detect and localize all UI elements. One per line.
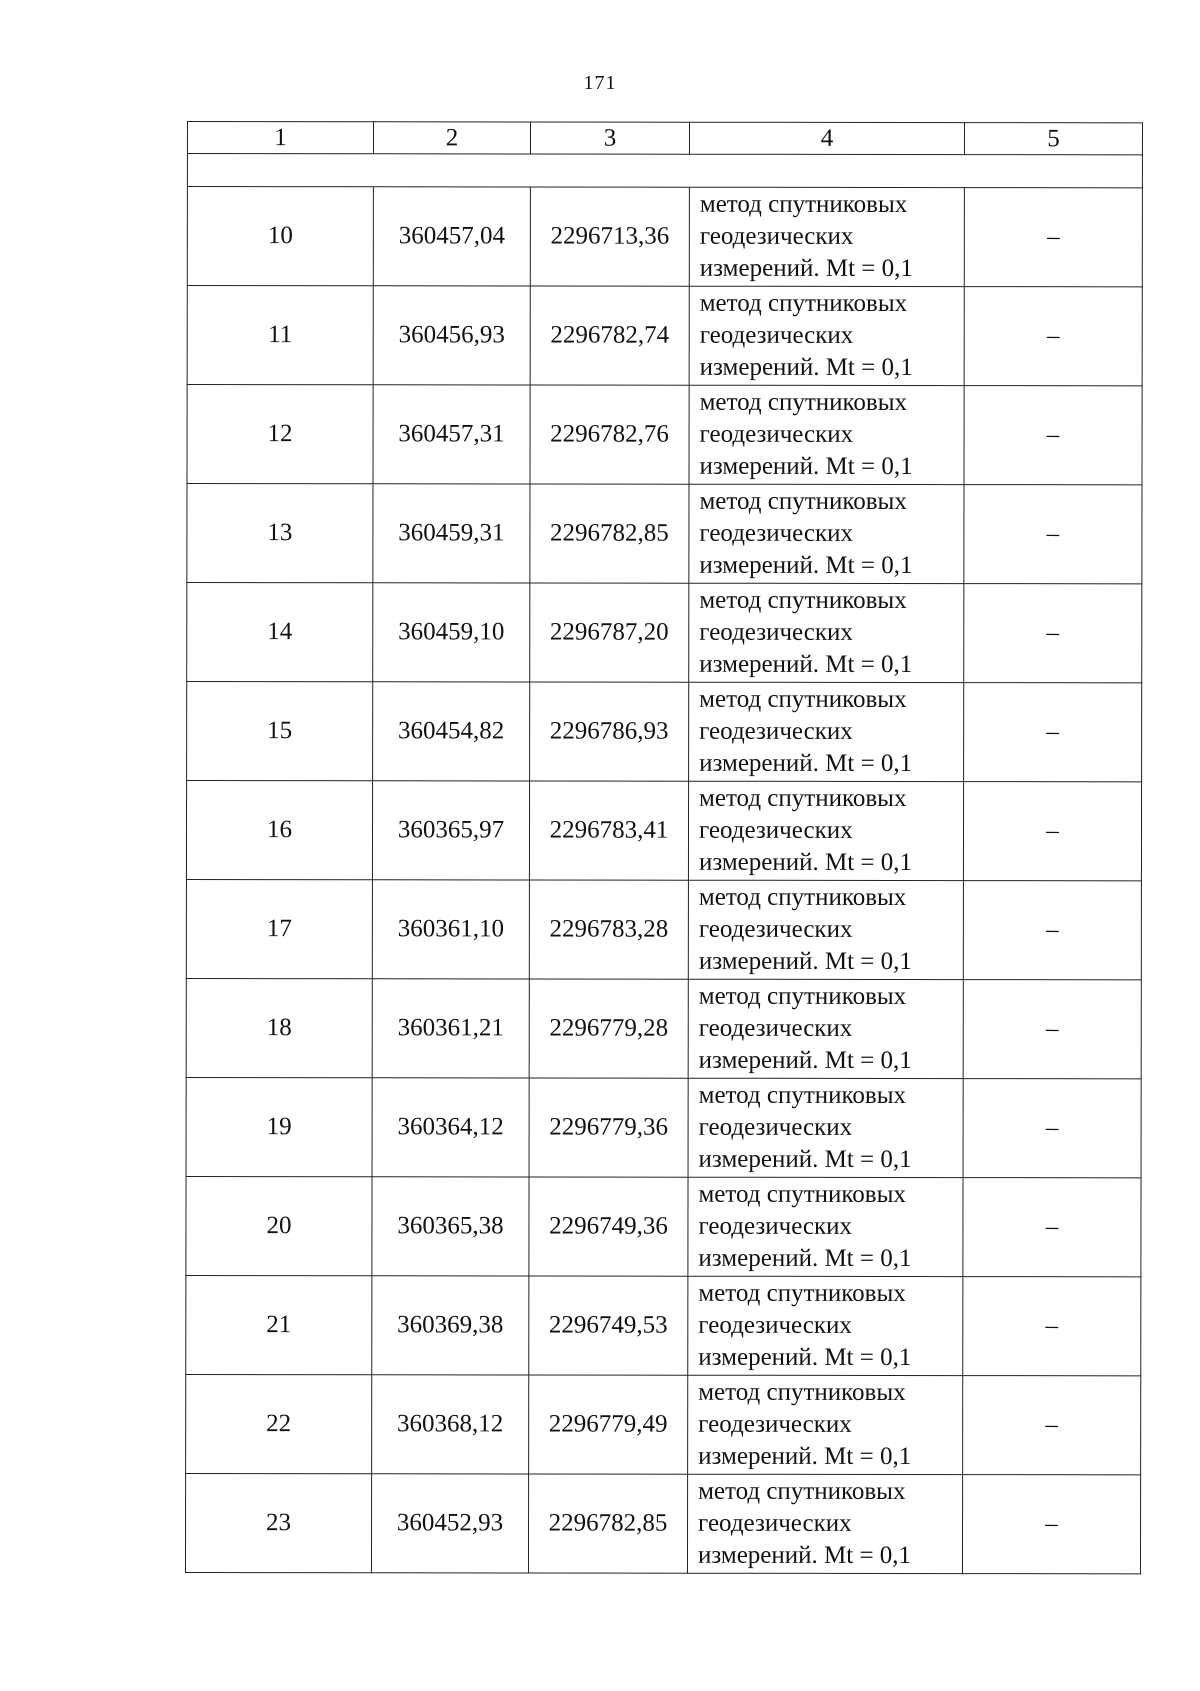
header-row [187, 122, 1142, 155]
coordinate-y-cell: 2296782,85 [530, 484, 689, 583]
coordinate-y-cell: 2296782,76 [530, 385, 689, 484]
extra-cell: – [963, 881, 1141, 980]
extra-cell: – [964, 188, 1142, 287]
extra-cell: – [962, 1475, 1140, 1574]
point-number-cell: 18 [186, 978, 372, 1077]
method-cell: метод спутниковых геодезических измерений. Mt = 0,1 [688, 979, 963, 1078]
point-number-cell: 19 [186, 1077, 372, 1176]
empty-row [187, 154, 1142, 188]
point-number-cell: 17 [186, 879, 372, 978]
method-cell: метод спутниковых геодезических измерений. Mt = 0,1 [689, 187, 964, 286]
coordinate-x-cell: 360454,82 [373, 682, 530, 781]
table-row [186, 1374, 1141, 1474]
coordinate-y-cell: 2296782,85 [528, 1474, 687, 1573]
coordinate-y-cell: 2296783,28 [529, 880, 688, 979]
method-cell: метод спутниковых геодезических измерений. Mt = 0,1 [688, 1276, 963, 1375]
point-number-cell: 11 [187, 286, 373, 385]
method-cell: метод спутниковых геодезических измерений. Mt = 0,1 [689, 484, 964, 583]
table-row [185, 1473, 1140, 1573]
table-row [187, 682, 1142, 782]
extra-cell: – [964, 485, 1142, 584]
table-row [186, 1077, 1141, 1177]
extra-cell: – [963, 1277, 1141, 1376]
method-cell: метод спутниковых геодезических измерений. Mt = 0,1 [688, 781, 963, 880]
table-row [187, 187, 1142, 287]
point-number-cell: 10 [187, 187, 373, 286]
coordinate-x-cell: 360456,93 [373, 286, 530, 385]
point-number-cell: 12 [187, 385, 373, 484]
method-cell: метод спутниковых геодезических измерений. Mt = 0,1 [688, 1375, 963, 1474]
coordinate-x-cell: 360369,38 [372, 1276, 529, 1375]
extra-cell: – [963, 980, 1141, 1079]
extra-cell: – [963, 1178, 1141, 1277]
coordinate-x-cell: 360368,12 [372, 1375, 529, 1474]
point-number-cell: 23 [185, 1473, 371, 1572]
point-number-cell: 15 [187, 682, 373, 781]
extra-cell: – [963, 782, 1141, 881]
column-header: 5 [964, 123, 1142, 155]
coordinate-x-cell: 360452,93 [371, 1474, 528, 1573]
coordinate-x-cell: 360457,04 [373, 187, 530, 286]
table-row [187, 484, 1142, 584]
coordinate-y-cell: 2296713,36 [530, 187, 689, 286]
coordinates-table [185, 121, 1143, 1574]
method-cell: метод спутниковых геодезических измерений. Mt = 0,1 [688, 1177, 963, 1276]
table-row [186, 978, 1141, 1078]
table-row [186, 879, 1141, 979]
point-number-cell: 14 [187, 583, 373, 682]
point-number-cell: 21 [186, 1275, 372, 1374]
coordinate-y-cell: 2296783,41 [529, 781, 688, 880]
point-number-cell: 16 [186, 781, 372, 880]
column-header: 3 [530, 122, 689, 154]
page-number: 171 [583, 72, 617, 94]
coordinate-x-cell: 360364,12 [372, 1078, 529, 1177]
point-number-cell: 22 [186, 1374, 372, 1473]
coordinate-y-cell: 2296749,36 [529, 1177, 688, 1276]
coordinate-y-cell: 2296779,28 [529, 979, 688, 1078]
extra-cell: – [964, 683, 1142, 782]
coordinate-y-cell: 2296782,74 [530, 286, 689, 385]
coordinate-x-cell: 360361,10 [372, 880, 529, 979]
coordinate-x-cell: 360459,10 [373, 583, 530, 682]
table-row [187, 583, 1142, 683]
method-cell: метод спутниковых геодезических измерений. Mt = 0,1 [688, 1078, 963, 1177]
method-cell: метод спутниковых геодезических измерений. Mt = 0,1 [689, 286, 964, 385]
coordinate-y-cell: 2296787,20 [530, 583, 689, 682]
coordinate-x-cell: 360457,31 [373, 385, 530, 484]
method-cell: метод спутниковых геодезических измерений. Mt = 0,1 [688, 880, 963, 979]
table-row [186, 1176, 1141, 1276]
method-cell: метод спутниковых геодезических измерений. Mt = 0,1 [689, 682, 964, 781]
column-header: 2 [373, 122, 530, 154]
coordinate-y-cell: 2296786,93 [530, 682, 689, 781]
empty-cell [187, 154, 1142, 188]
extra-cell: – [963, 1376, 1141, 1475]
method-cell: метод спутниковых геодезических измерений. Mt = 0,1 [689, 583, 964, 682]
extra-cell: – [964, 287, 1142, 386]
method-cell: метод спутниковых геодезических измерений. Mt = 0,1 [689, 385, 964, 484]
coordinate-x-cell: 360365,97 [372, 781, 529, 880]
coordinate-y-cell: 2296779,49 [529, 1375, 688, 1474]
extra-cell: – [964, 584, 1142, 683]
method-cell: метод спутниковых геодезических измерений. Mt = 0,1 [687, 1474, 962, 1573]
coordinate-y-cell: 2296779,36 [529, 1078, 688, 1177]
extra-cell: – [963, 1079, 1141, 1178]
column-header: 1 [187, 122, 373, 154]
table-row [186, 781, 1141, 881]
table-row [187, 385, 1142, 485]
table-row [187, 286, 1142, 386]
coordinate-x-cell: 360459,31 [373, 484, 530, 583]
coordinate-y-cell: 2296749,53 [529, 1276, 688, 1375]
coordinate-x-cell: 360361,21 [372, 979, 529, 1078]
column-header: 4 [689, 122, 964, 154]
coordinate-x-cell: 360365,38 [372, 1177, 529, 1276]
extra-cell: – [964, 386, 1142, 485]
point-number-cell: 13 [187, 484, 373, 583]
point-number-cell: 20 [186, 1176, 372, 1275]
table-row [186, 1275, 1141, 1375]
